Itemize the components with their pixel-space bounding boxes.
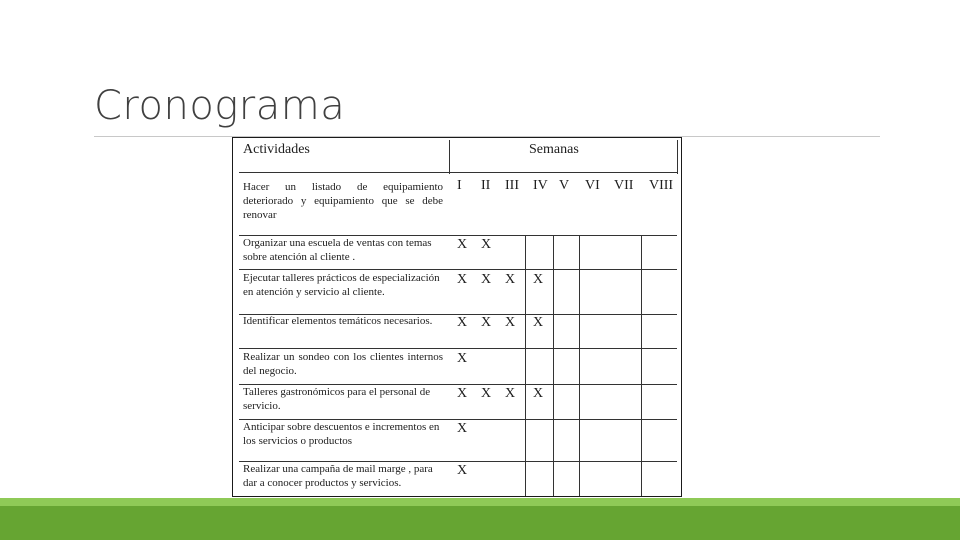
week-header-vii: VII (614, 178, 634, 193)
activity-cell: Talleres gastronómicos para el personal de servicio. (243, 386, 431, 412)
week-divider-v-vi (579, 236, 580, 496)
header-weeks: Semanas (529, 142, 579, 157)
header-rule (239, 172, 677, 173)
activity-cell: Organizar una escuela de ventas con temas sobre atención al cliente . (243, 237, 432, 263)
schedule-mark: X (457, 315, 468, 330)
week-header-i: I (457, 178, 462, 193)
footer-accent-band (0, 498, 960, 506)
week-header-iii: III (505, 178, 519, 193)
schedule-mark: X (457, 386, 468, 401)
header-activities: Actividades (243, 142, 310, 157)
slide-title: Cronograma (94, 83, 346, 129)
schedule-mark: X (457, 272, 468, 287)
week-header-viii: VIII (649, 178, 674, 193)
week-header-ii: II (481, 178, 491, 193)
row-separator (239, 348, 677, 349)
activity-cell: Ejecutar talleres prácticos de especialización en atención y servicio al cliente. (243, 272, 440, 298)
week-divider-vii-viii (641, 236, 642, 496)
activity-cell: Realizar un sondeo con los clientes internos del negocio. (243, 351, 443, 377)
schedule-mark: X (505, 315, 516, 330)
week-divider-iv-v (553, 236, 554, 496)
schedule-mark: X (481, 386, 492, 401)
schedule-mark: X (533, 315, 544, 330)
activity-cell: Anticipar sobre descuentos e incrementos en los servicios o productos (243, 421, 440, 447)
week-header-v: V (559, 178, 570, 193)
schedule-mark: X (533, 386, 544, 401)
schedule-mark: X (481, 237, 492, 252)
week-header-iv: IV (533, 178, 548, 193)
header-divider-right (677, 140, 678, 174)
schedule-mark: X (457, 237, 468, 252)
footer-band (0, 506, 960, 540)
schedule-mark: X (457, 421, 468, 436)
activity-cell: Hacer un listado de equipamiento deteriorado y equipamiento que se debe renovar (243, 181, 443, 221)
schedule-mark: X (533, 272, 544, 287)
activity-cell: Identificar elementos temáticos necesarios. (243, 315, 433, 327)
schedule-table (232, 137, 682, 497)
schedule-mark: X (481, 272, 492, 287)
schedule-mark: X (481, 315, 492, 330)
week-header-vi: VI (585, 178, 600, 193)
week-divider-iii-iv (525, 236, 526, 496)
schedule-mark: X (505, 386, 516, 401)
schedule-mark: X (505, 272, 516, 287)
schedule-mark: X (457, 463, 468, 478)
row-separator (239, 269, 677, 270)
header-divider-left (449, 140, 450, 174)
activity-cell: Realizar una campaña de mail marge , para dar a conocer productos y servicios. (243, 463, 433, 489)
schedule-mark: X (457, 351, 468, 366)
